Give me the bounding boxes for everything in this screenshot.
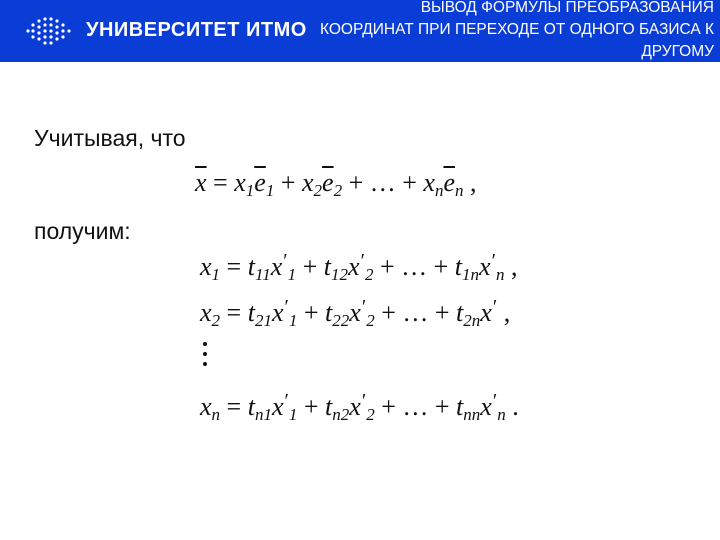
result-label: получим:: [34, 218, 131, 244]
dotted-circle-logo-icon: [24, 16, 74, 46]
slide-title-line-3: ДРУГОМУ: [641, 43, 714, 60]
slide-title: [244, 0, 714, 63]
slide-title-line-2: КООРДИНАТ ПРИ ПЕРЕХОДЕ ОТ ОДНОГО БАЗИСА К: [320, 21, 714, 38]
equation-xn: $x_n = t_{n1}x'_1 + t_{n2}x'_2$ + … + $t_{nn}x'_n$ .: [200, 390, 519, 424]
given-label: Учитывая, что: [34, 125, 186, 151]
equation-x1: $x_1 = t_{11}x'_1 + t_{12}x'_2$ + … + $t_{1n}x'_n$ ,: [200, 250, 518, 284]
vector-decomposition-formula: $\overline{x} = x_1\overline{e}_1 + x_2\overline{e}_2$ + … + $x_n\overline{e}_n$ ,: [195, 168, 477, 200]
vertical-ellipsis-icon: [200, 340, 210, 370]
header-bar: [0, 0, 720, 62]
slide-title-line-1: ВЫВОД ФОРМУЛЫ ПРЕОБРАЗОВАНИЯ: [420, 0, 714, 16]
equation-x2: $x_2 = t_{21}x'_1 + t_{22}x'_2$ + … + $t_{2n}x'$ ,: [200, 296, 511, 330]
university-brand: УНИВЕРСИТЕТ ИТМО: [86, 19, 307, 41]
